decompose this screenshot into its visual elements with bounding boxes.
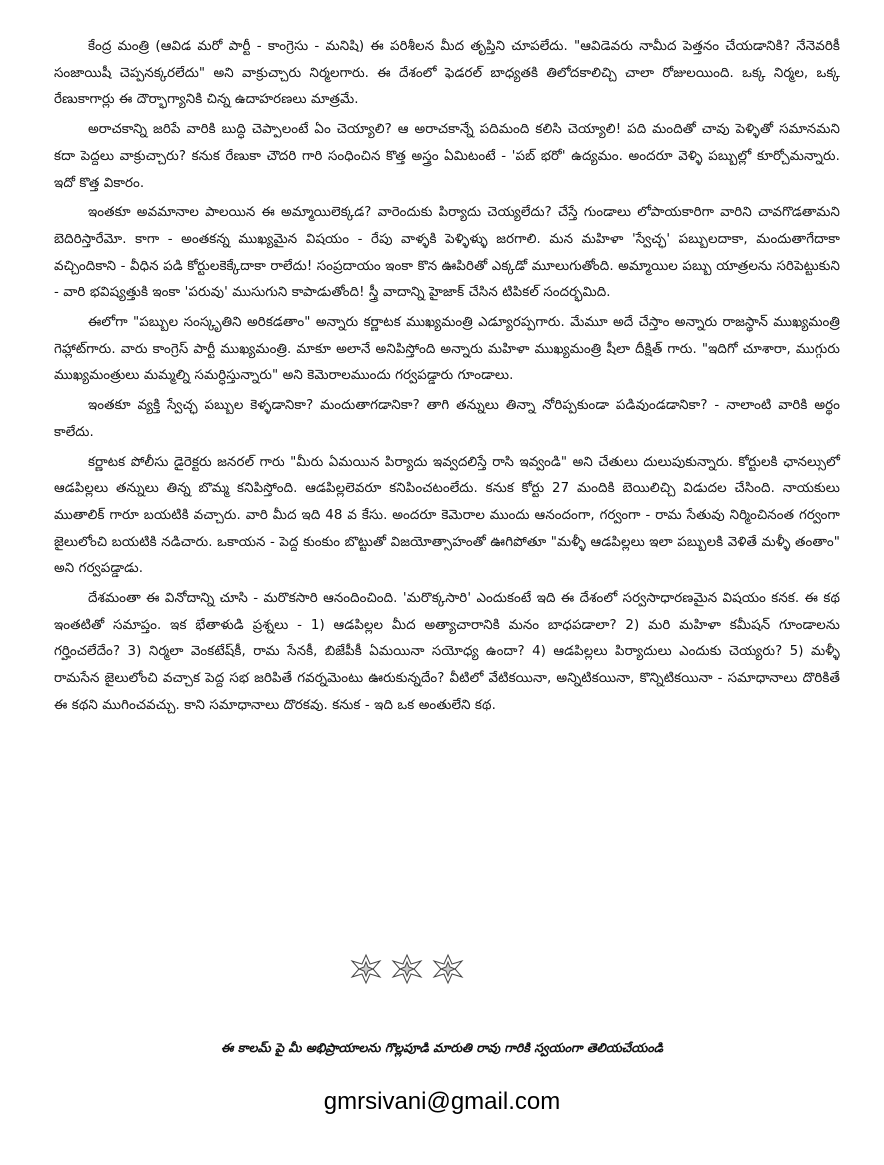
feedback-note: ఈ కాలమ్ పై మీ అభిప్రాయాలను గొల్లపూడి మారుతి రావు గారికి స్వయంగా తెలియచేయండి [221,1040,663,1055]
article-body [54,34,840,723]
star-burst-icon [434,955,462,983]
section-divider-ornament [346,952,468,986]
paragraph-7: దేశమంతా ఈ వినోదాన్ని చూసి - మరొకసారి ఆనందించింది. 'మరొక్కసారి' ఎందుకంటే ఇది ఈ దేశంలో సర్వసాధారణమైన విషయం కనక. ఈ కథ ఇంతటితో సమాప్తం. ఇక భేతాళుడి ప్రశ్నలు - 1) ఆడపిల్లల మీద అత్యాచారానికి మనం బాధపడాలా? 2) మరి మహిళా కమీషన్ గూండాలను గర్హించలేదేం? 3) నిర్మలా వెంకటేష్‌కీ, రామ సేనకీ, బిజేపీకీ ఏమయినా సయోధ్య ఉందా? 4) ఆడపిల్లలు పిర్యాదులు ఎందుకు చెయ్యరు? 5) మళ్ళీ రామసేన జైలులోంచి వచ్చాక పెద్ద సభ జరిపితే గవర్నమెంటు ఊరుకున్నదేం? వీటిలో వేటికయినా, అన్నిటికయినా, కొన్నిటికయినా - సమాధానాలు దొరికితే ఈ కథని ముగించవచ్చు. కాని సమాధానాలు దొరకవు. కనుక - ఇది ఒక అంతులేని కథ. [54,591,840,713]
paragraph-1: కేంద్ర మంత్రి (ఆవిడ మరో పార్టీ - కాంగ్రెసు - మనిషి) ఈ పరిశీలన మీద తృప్తిని చూపలేదు. "ఆవిడెవరు నామీద పెత్తనం చేయడానికి? నేనెవరికీ సంజాయిషీ చెప్పనక్కరలేదు" అని వాక్రుచ్చారు నిర్మలగారు. ఈ దేశంలో ఫెడరల్ బాధ్యతకి తిలోదకాలిచ్చి చాలా రోజులయింది. ఒక్క నిర్మల, ఒక్క రేణుకాగార్లు ఈ దౌర్భాగ్యానికి చిన్న ఉదాహరణలు మాత్రమే. [54,39,840,108]
contact-email[interactable]: gmrsivani@gmail.com [323,1088,561,1115]
paragraph-2: అరాచకాన్ని జరిపే వారికి బుద్ధి చెప్పాలంటే ఏం చెయ్యాలి? ఆ అరాచకాన్నే పదిమంది కలిసి చెయ్యాలి! పది మందితో చావు పెళ్ళితో సమానమని కదా పెద్దలు వాక్రుచ్చారు? కనుక రేణుకా చౌదరి గారి సంధించిన కొత్త అస్త్రం ఏమిటంటే - 'పబ్ భరో' ఉద్యమం. అందరూ వెళ్ళి పబ్బుల్లో కూర్చోమన్నారు. ఇదో కొత్త వికారం. [54,122,840,191]
star-burst-icon [352,955,380,983]
paragraph-3: ఇంతకూ అవమానాల పాలయిన ఈ అమ్మాయిలెక్కడ? వారెందుకు పిర్యాదు చెయ్యలేదు? చేస్తే గుండాలు లోపాయకారిగా వారిని చావగొడతామని బెదిరిస్తారేమో. కాగా - అంతకన్న ముఖ్యమైన విషయం - రేపు వాళ్ళకి పెళ్ళిళ్ళు జరగాలి. మన మహిళా 'స్వేచ్ఛ' పబ్బులదాకా, మందుతాగేదాకా వచ్చిందికాని - వీధిన పడి కోర్టులకెక్కేదాకా రాలేదు! సంప్రదాయం ఇంకా కొన ఊపిరితో ఎక్కడో మూలుగుతోంది. అమ్మాయిల పబ్బు యాత్రలను సరిపెట్టుకుని - వారి భవిష్యత్తుకి ఇంకా 'పరువు' ముసుగుని కాపాడుతోంది! స్త్రీ వాదాన్ని హైజాక్ చేసిన టిపికల్ సందర్భమిది. [54,205,840,301]
paragraph-6: కర్ణాటక పోలీసు డైరెక్టరు జనరల్ గారు "మీరు ఏమయిన పిర్యాదు ఇవ్వదలిస్తే రాసి ఇవ్వండి" అని చేతులు దులుపుకున్నారు. కోర్టులకి ఛానల్సులో ఆడపిల్లలు తన్నులు తిన్న బొమ్మ కనిపిస్తోంది. ఆడపిల్లలెవరూ కనిపించటంలేదు. కనుక కోర్టు 27 మందికి బెయిలిచ్చి విడుదల చేసింది. నాయకులు ముతాలిక్ గారూ బయటికి వచ్చారు. వారి మీద ఇది 48 వ కేసు. అందరూ కెమెరాల ముందు ఆనందంగా, గర్వంగా - రామ సేతువు నిర్మించినంత గర్వంగా జైలులోంచి బయటికి నడిచారు. ఒకాయన - పెద్ద కుంకుం బొట్టుతో విజయోత్సాహంతో ఊగిపోతూ "మళ్ళీ ఆడపిల్లలు ఇలా పబ్బులకి వెళితే మళ్ళీ తంతాం" అని గర్వపడ్డాడు. [54,454,840,577]
star-burst-icon [393,955,421,983]
paragraph-5: ఇంతకూ వ్యక్తి స్వేచ్ఛ పబ్బుల కెళ్ళడానికా? మందుతాగడానికా? తాగి తన్నులు తిన్నా నోరిప్పకుండా పడివుండడానికా? - నాలాంటి వారికి అర్థం కాలేదు. [54,398,840,440]
paragraph-4: ఈలోగా "పబ్బుల సంస్కృతిని అరికడతాం" అన్నారు కర్ణాటక ముఖ్యమంత్రి ఎడ్యూరప్పగారు. మేమూ అదే చేస్తాం అన్నారు రాజస్థాన్ ముఖ్యమంత్రి గెహ్లాట్‌గారు. వారు కాంగ్రెస్ పార్టీ ముఖ్యమంత్రి. మాకూ అలానే అనిపిస్తోంది అన్నారు మహిళా ముఖ్యమంత్రి షీలా దీక్షిత్ గారు. "ఇదిగో చూశారా, ముగ్గురు ముఖ్యమంత్రులు మమ్మల్ని సమర్ధిస్తున్నారు" అని కెమెరాలముందు గర్వపడ్డారు గూండాలు. [54,315,840,384]
